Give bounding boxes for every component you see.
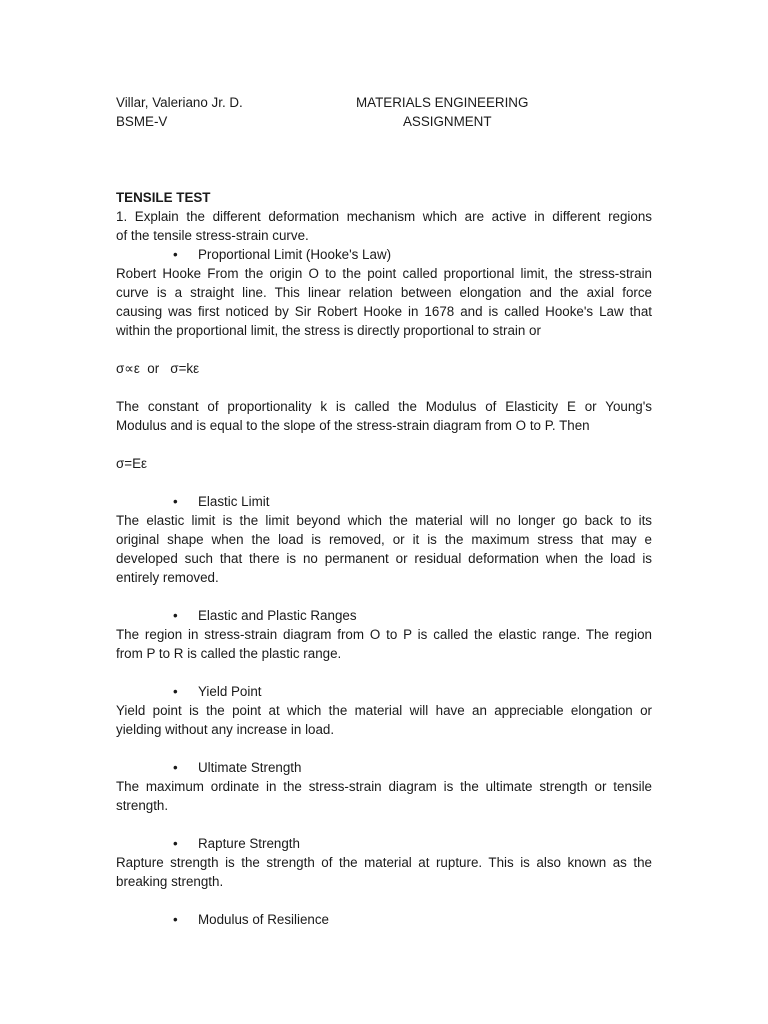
paragraph-line: curve is a straight line. This linear relation between elongation and the axial force — [116, 285, 652, 300]
paragraph-line: The maximum ordinate in the stress-strain diagram is the ultimate strength or tensile — [116, 779, 652, 794]
paragraph-line: Robert Hooke From the origin O to the point called proportional limit, the stress-strain — [116, 266, 652, 281]
bullet-icon: • — [173, 760, 178, 775]
bullet-label: Elastic Limit — [198, 494, 270, 509]
bullet-elastic-plastic-ranges — [116, 606, 652, 625]
spacer — [116, 663, 652, 682]
bullet-label: Elastic and Plastic Ranges — [198, 608, 357, 623]
spacer — [116, 815, 652, 834]
paragraph-line: developed such that there is no permanent or residual deformation when the load is — [116, 551, 652, 566]
author-name: Villar, Valeriano Jr. D. — [116, 95, 243, 110]
bullet-ultimate-strength — [116, 758, 652, 777]
bullet-label: Rapture Strength — [198, 836, 300, 851]
paragraph-line: breaking strength. — [116, 874, 224, 889]
bullet-icon: • — [173, 608, 178, 623]
bullet-icon: • — [173, 912, 178, 927]
paragraph-line: within the proportional limit, the stress is directly proportional to strain or — [116, 323, 541, 338]
spacer — [116, 739, 652, 758]
bullet-label: Ultimate Strength — [198, 760, 302, 775]
spacer — [116, 473, 652, 492]
paragraph-line: The region in stress-strain diagram from O to P is called the elastic range. The region — [116, 627, 652, 642]
spacer — [116, 340, 652, 359]
paragraph-line: The elastic limit is the limit beyond which the material will no longer go back to its — [116, 513, 652, 528]
bullet-label: Modulus of Resilience — [198, 912, 329, 927]
bullet-icon: • — [173, 684, 178, 699]
subject-title: MATERIALS ENGINEERING — [356, 95, 529, 110]
paragraph-line: original shape when the load is removed, or it is the maximum stress that may e — [116, 532, 652, 547]
paragraph-line: Modulus and is equal to the slope of the stress-strain diagram from O to P. Then — [116, 418, 590, 433]
bullet-yield-point — [116, 682, 652, 701]
bullet-label: Proportional Limit (Hooke's Law) — [198, 247, 392, 262]
bullet-elastic-limit — [116, 492, 652, 511]
bullet-icon: • — [173, 494, 178, 509]
bullet-icon: • — [173, 247, 178, 262]
bullet-modulus-of-resilience — [116, 910, 652, 929]
course-code: BSME-V — [116, 114, 168, 129]
spacer — [116, 891, 652, 910]
bullet-label: Yield Point — [198, 684, 262, 699]
document-type: ASSIGNMENT — [403, 114, 492, 129]
paragraph-line: strength. — [116, 798, 169, 813]
paragraph-line: Rapture strength is the strength of the material at rupture. This is also known as the — [116, 855, 652, 870]
formula-proportional: σ∝ε or σ=kε — [116, 361, 200, 376]
bullet-icon: • — [173, 836, 178, 851]
spacer — [116, 435, 652, 454]
paragraph-line: The constant of proportionality k is called the Modulus of Elasticity E or Young's — [116, 399, 652, 414]
document-body — [116, 188, 652, 929]
spacer — [116, 378, 652, 397]
paragraph-line: Yield point is the point at which the material will have an appreciable elongation or — [116, 703, 652, 718]
paragraph-line: yielding without any increase in load. — [116, 722, 335, 737]
paragraph-line: entirely removed. — [116, 570, 219, 585]
spacer — [116, 587, 652, 606]
formula-hookes-law: σ=Eε — [116, 456, 147, 471]
question-line: 1. Explain the different deformation mechanism which are active in different regions — [116, 209, 652, 224]
bullet-proportional-limit — [116, 245, 652, 264]
bullet-rapture-strength — [116, 834, 652, 853]
question-line: of the tensile stress-strain curve. — [116, 228, 309, 243]
paragraph-line: from P to R is called the plastic range. — [116, 646, 342, 661]
paragraph-line: causing was first noticed by Sir Robert Hooke in 1678 and is called Hooke's Law that — [116, 304, 652, 319]
section-heading: TENSILE TEST — [116, 190, 211, 205]
